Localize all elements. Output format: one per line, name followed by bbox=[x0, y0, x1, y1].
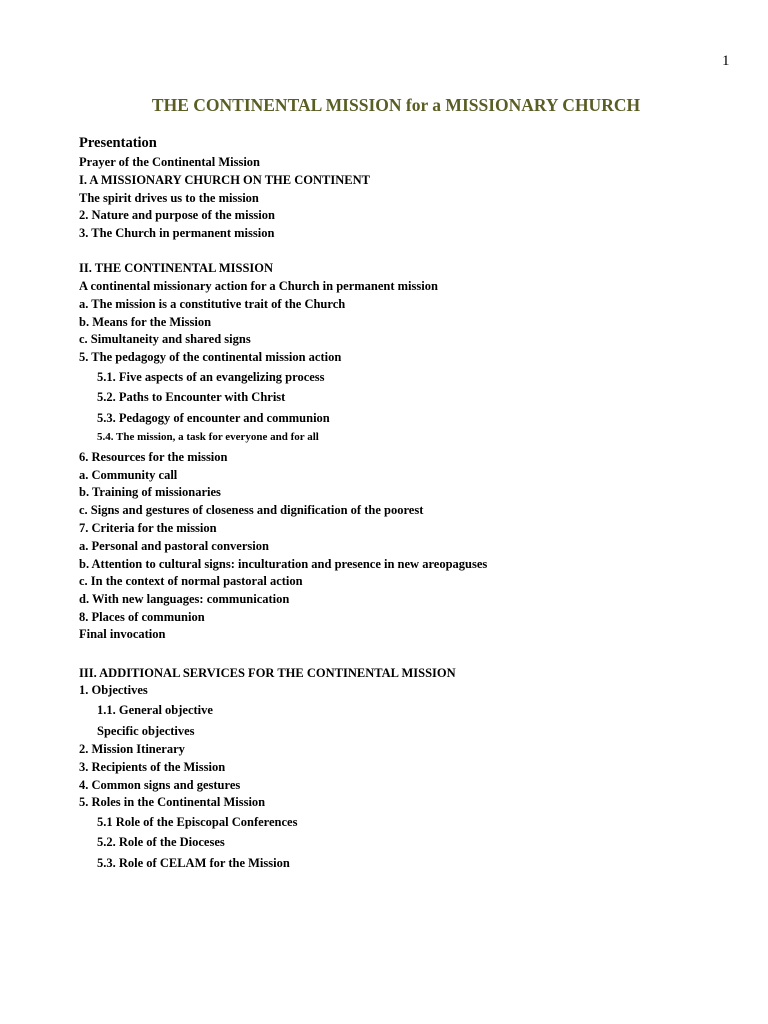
toc-entry: 5. The pedagogy of the continental mission action bbox=[79, 350, 342, 364]
toc-entry: I. A MISSIONARY CHURCH ON THE CONTINENT bbox=[79, 173, 370, 187]
document-title: THE CONTINENTAL MISSION for a MISSIONARY CHURCH bbox=[151, 95, 641, 115]
toc-entry: 5.2. Role of the Dioceses bbox=[97, 835, 225, 849]
toc-entry: A continental missionary action for a Church in permanent mission bbox=[79, 279, 438, 293]
toc-entry: b. Training of missionaries bbox=[79, 485, 221, 499]
toc-entry: 5.3. Role of CELAM for the Mission bbox=[97, 856, 290, 870]
page-number: 1 bbox=[722, 53, 730, 69]
toc-entry: The spirit drives us to the mission bbox=[79, 191, 259, 205]
toc-entry: c. Simultaneity and shared signs bbox=[79, 332, 251, 346]
toc-entry: b. Means for the Mission bbox=[79, 315, 212, 329]
toc-entry: Specific objectives bbox=[97, 724, 195, 738]
toc-entry: 2. Nature and purpose of the mission bbox=[79, 208, 275, 222]
toc-entry: Final invocation bbox=[79, 627, 166, 641]
toc-entry: 1. Objectives bbox=[79, 683, 148, 697]
toc-entry: 3. Recipients of the Mission bbox=[79, 760, 226, 774]
toc-entry: 3. The Church in permanent mission bbox=[79, 226, 275, 240]
toc-entry: c. Signs and gestures of closeness and dignification of the poorest bbox=[79, 503, 424, 517]
toc-entry: 2. Mission Itinerary bbox=[79, 742, 185, 756]
toc-entry: 5.1. Five aspects of an evangelizing process bbox=[97, 370, 325, 384]
toc-entry: a. Community call bbox=[79, 468, 178, 482]
toc-entry: III. ADDITIONAL SERVICES FOR THE CONTINENTAL MISSION bbox=[79, 666, 456, 680]
toc-entry: 4. Common signs and gestures bbox=[79, 778, 241, 792]
toc-entry: 5.1 Role of the Episcopal Conferences bbox=[97, 815, 298, 829]
toc-entry: II. THE CONTINENTAL MISSION bbox=[79, 261, 274, 275]
toc-entry: d. With new languages: communication bbox=[79, 592, 290, 606]
toc-entry: c. In the context of normal pastoral action bbox=[79, 574, 303, 588]
toc-entry: 7. Criteria for the mission bbox=[79, 521, 217, 535]
toc-entry: 8. Places of communion bbox=[79, 610, 205, 624]
toc-entry: 6. Resources for the mission bbox=[79, 450, 228, 464]
toc-entry: a. The mission is a constitutive trait of the Church bbox=[79, 297, 346, 311]
toc-entry: Presentation bbox=[79, 135, 157, 151]
toc-entry: 5. Roles in the Continental Mission bbox=[79, 795, 266, 809]
toc-entry: 1.1. General objective bbox=[97, 703, 213, 717]
toc-entry: b. Attention to cultural signs: inculturation and presence in new areopaguses bbox=[79, 557, 488, 571]
toc-entry: 5.2. Paths to Encounter with Christ bbox=[97, 390, 286, 404]
toc-entry: a. Personal and pastoral conversion bbox=[79, 539, 269, 553]
toc-entry: 5.3. Pedagogy of encounter and communion bbox=[97, 411, 330, 425]
toc-entry: Prayer of the Continental Mission bbox=[79, 155, 261, 169]
toc-entry: 5.4. The mission, a task for everyone and for all bbox=[97, 431, 319, 443]
